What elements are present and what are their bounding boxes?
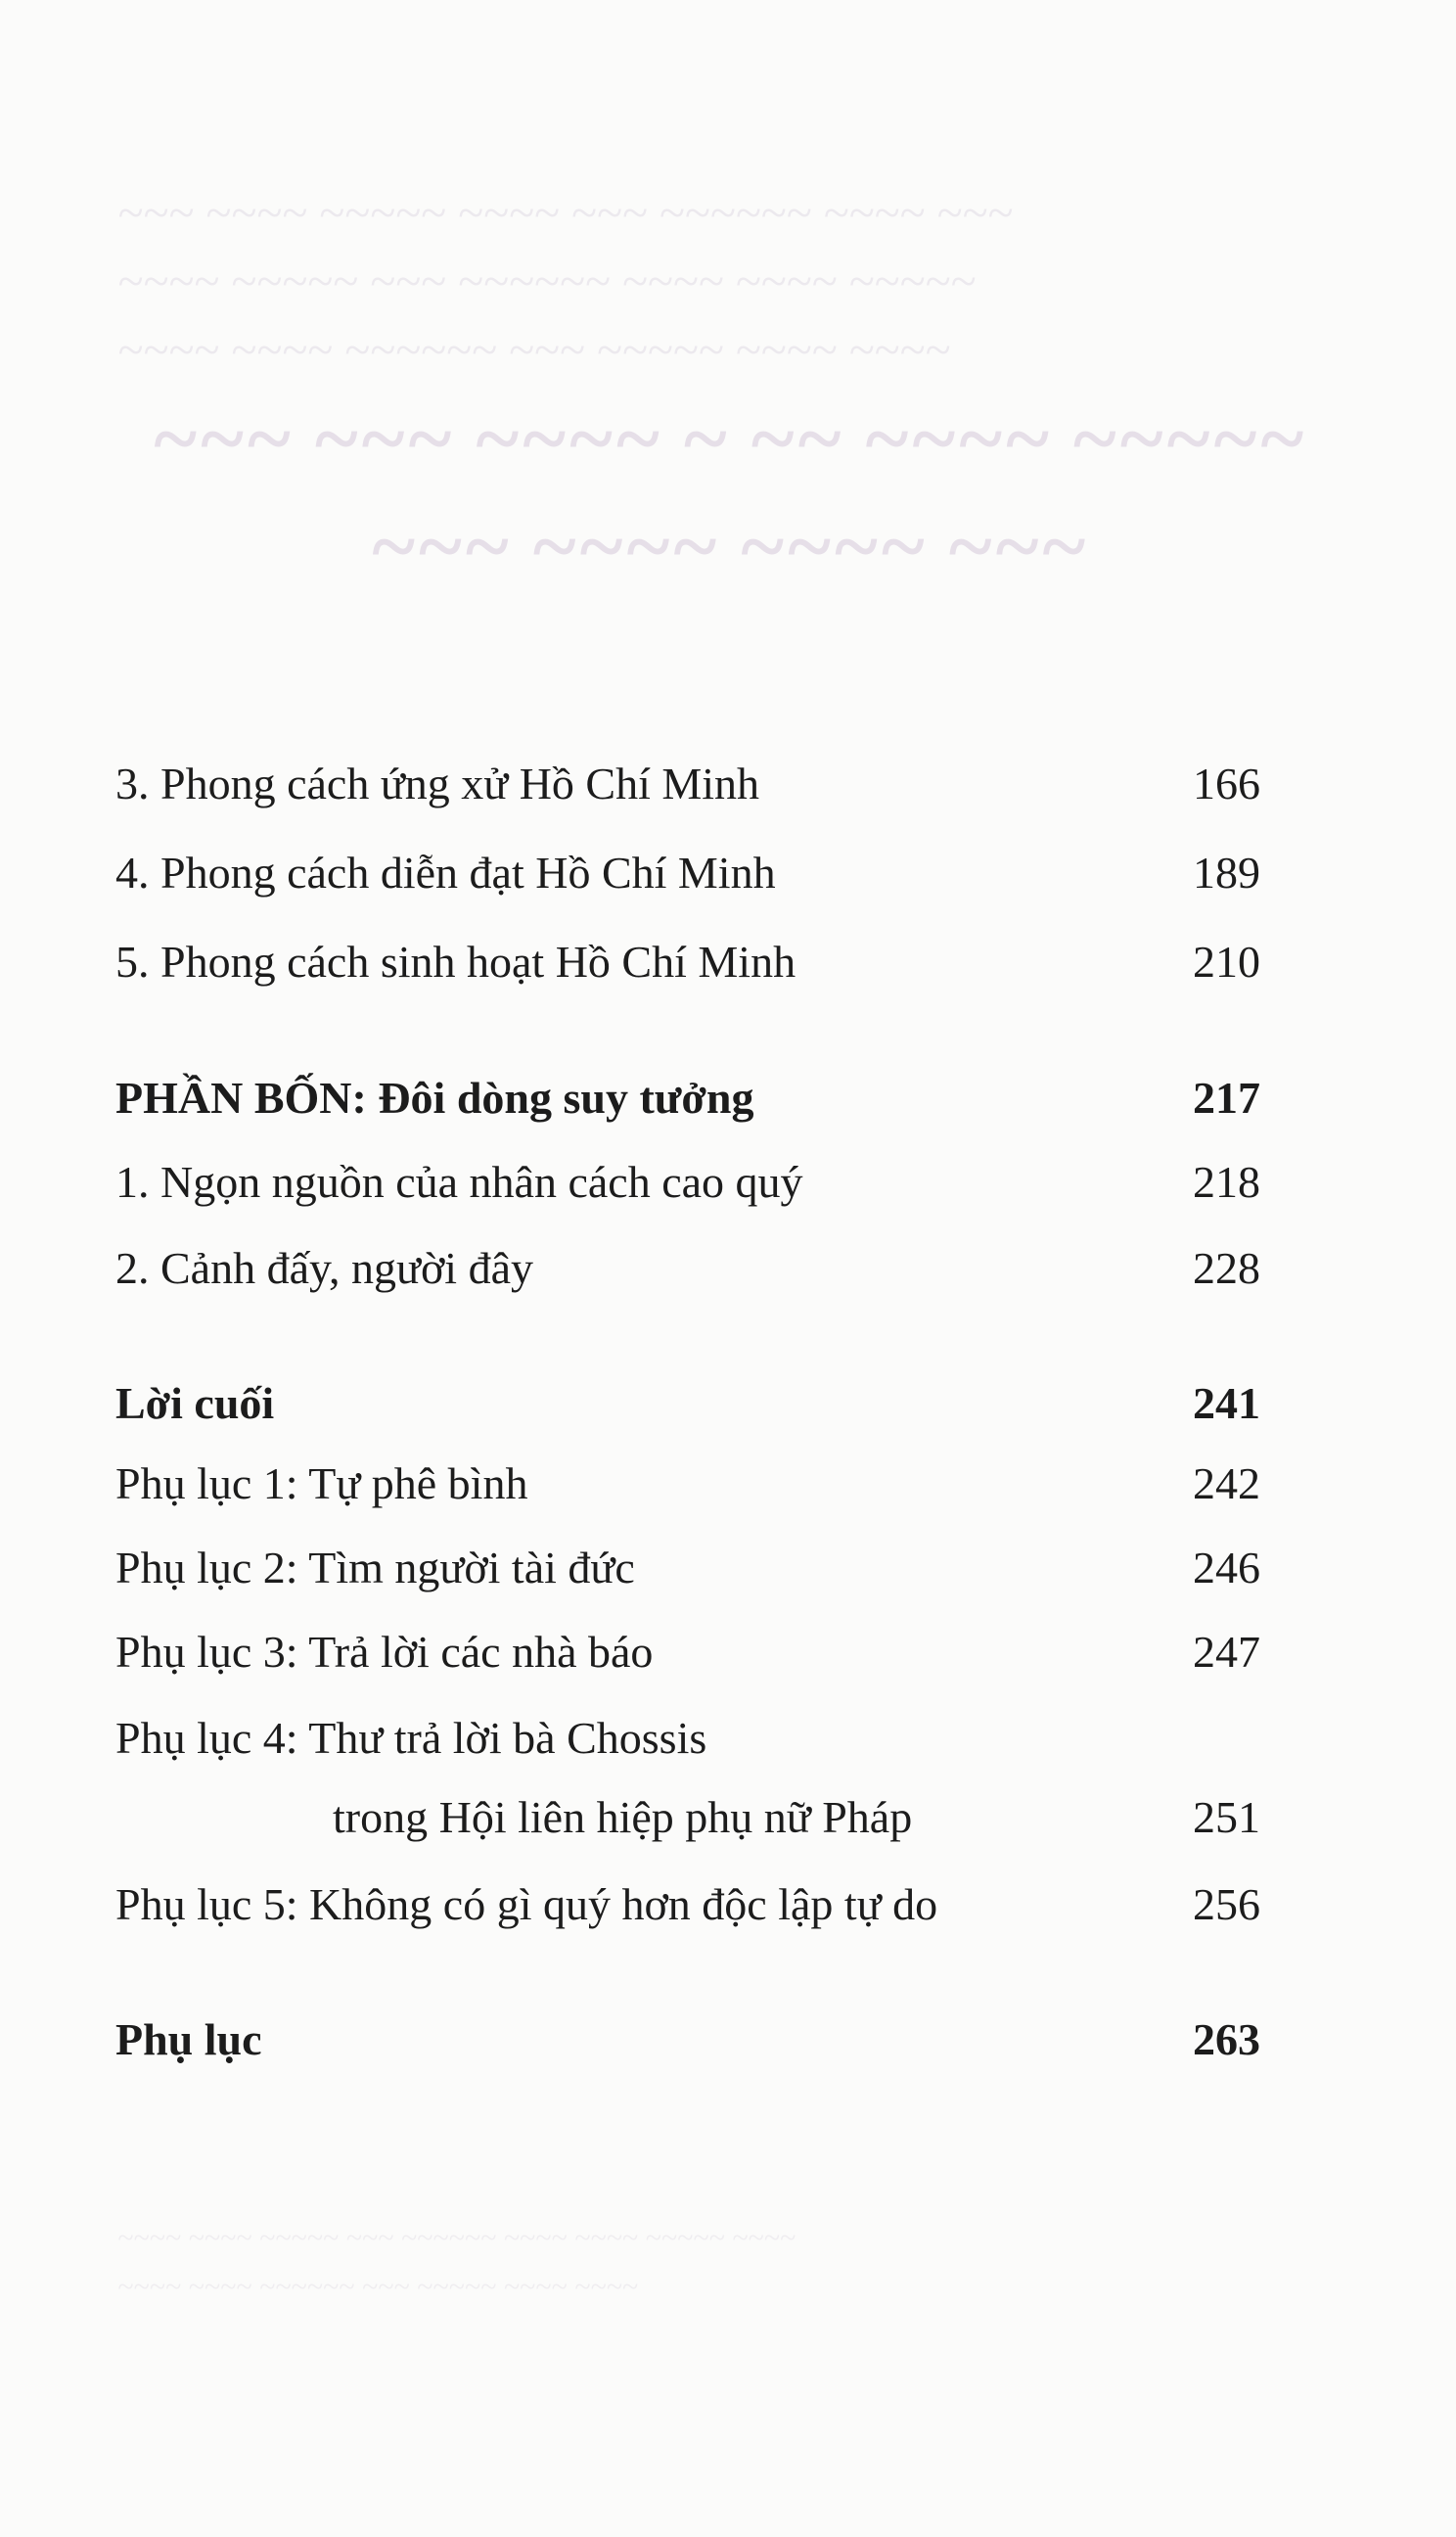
bleed-through-text: ~~~~ ~~~~ ~~~~~~ ~~~ ~~~~~ ~~~~ ~~~~ <box>117 324 951 376</box>
toc-entry-title: 1. Ngọn nguồn của nhân cách cao quý <box>115 1157 803 1207</box>
toc-entry-title: Phụ lục 3: Trả lời các nhà báo <box>115 1627 654 1677</box>
toc-entry <box>115 1543 1260 1594</box>
toc-section-page: 263 <box>1193 2014 1260 2064</box>
toc-entry-page: 256 <box>1193 1879 1260 1929</box>
bleed-through-footnote: ~~~~ ~~~~ ~~~~~ ~~~ ~~~~~~ ~~~~ ~~~~ ~~~~~ ~~~~ <box>117 2222 796 2254</box>
toc-entry-title-continuation: trong Hội liên hiệp phụ nữ Pháp <box>333 1792 913 1842</box>
toc-part-title: PHẦN BỐN: Đôi dòng suy tưởng <box>115 1073 754 1123</box>
toc-entry <box>115 1458 1260 1510</box>
toc-entry-title: 3. Phong cách ứng xử Hồ Chí Minh <box>115 759 760 808</box>
toc-entry-page: 228 <box>1193 1243 1260 1293</box>
toc-section-title: Lời cuối <box>115 1378 275 1428</box>
toc-entry-title: Phụ lục 5: Không có gì quý hơn độc lập tự do <box>115 1879 938 1929</box>
toc-entry-title: Phụ lục 4: Thư trả lời bà Chossis <box>115 1713 707 1763</box>
toc-entry-page: 210 <box>1193 937 1260 987</box>
toc-entry-title: Phụ lục 1: Tự phê bình <box>115 1458 528 1508</box>
toc-section-heading <box>115 2014 1260 2066</box>
toc-entry-continuation <box>333 1792 1260 1844</box>
toc-entry-page: 247 <box>1193 1627 1260 1677</box>
toc-section-title: Phụ lục <box>115 2014 262 2064</box>
toc-entry <box>115 1243 1260 1295</box>
toc-section-page: 241 <box>1193 1378 1260 1428</box>
bleed-through-footnote: ~~~~ ~~~~ ~~~~~~ ~~~ ~~~~~ ~~~~ ~~~~ <box>117 2271 638 2303</box>
toc-entry-page: 218 <box>1193 1157 1260 1207</box>
bleed-through-text: ~~~ ~~~~ ~~~~~ ~~~~ ~~~ ~~~~~~ ~~~~ ~~~ <box>117 187 1013 239</box>
toc-part-heading <box>115 1073 1260 1125</box>
toc-entry <box>115 759 1260 810</box>
bleed-through-title: ~~~ ~~~~ ~~~~ ~~~ <box>369 501 1087 592</box>
toc-entry <box>115 937 1260 989</box>
toc-entry <box>115 848 1260 899</box>
toc-part-page: 217 <box>1193 1073 1260 1123</box>
bleed-through-title: ~~~ ~~~ ~~~~ ~ ~~ ~~~~ ~~~~~ <box>151 393 1305 484</box>
toc-entry <box>115 1879 1260 1931</box>
toc-section-heading <box>115 1378 1260 1430</box>
toc-entry-page: 166 <box>1193 759 1260 808</box>
toc-entry-title: 5. Phong cách sinh hoạt Hồ Chí Minh <box>115 937 796 987</box>
toc-entry <box>115 1627 1260 1679</box>
toc-entry-title: 4. Phong cách diễn đạt Hồ Chí Minh <box>115 848 776 898</box>
toc-entry-page: 242 <box>1193 1458 1260 1508</box>
toc-entry-page: 246 <box>1193 1543 1260 1592</box>
toc-entry-title: Phụ lục 2: Tìm người tài đức <box>115 1543 635 1592</box>
toc-entry-title: 2. Cảnh đấy, người đây <box>115 1243 533 1293</box>
bleed-through-text: ~~~~ ~~~~~ ~~~ ~~~~~~ ~~~~ ~~~~ ~~~~~ <box>117 255 977 307</box>
toc-entry-page: 189 <box>1193 848 1260 898</box>
toc-entry-page: 251 <box>1193 1792 1260 1842</box>
toc-entry <box>115 1713 1260 1765</box>
toc-entry <box>115 1157 1260 1209</box>
